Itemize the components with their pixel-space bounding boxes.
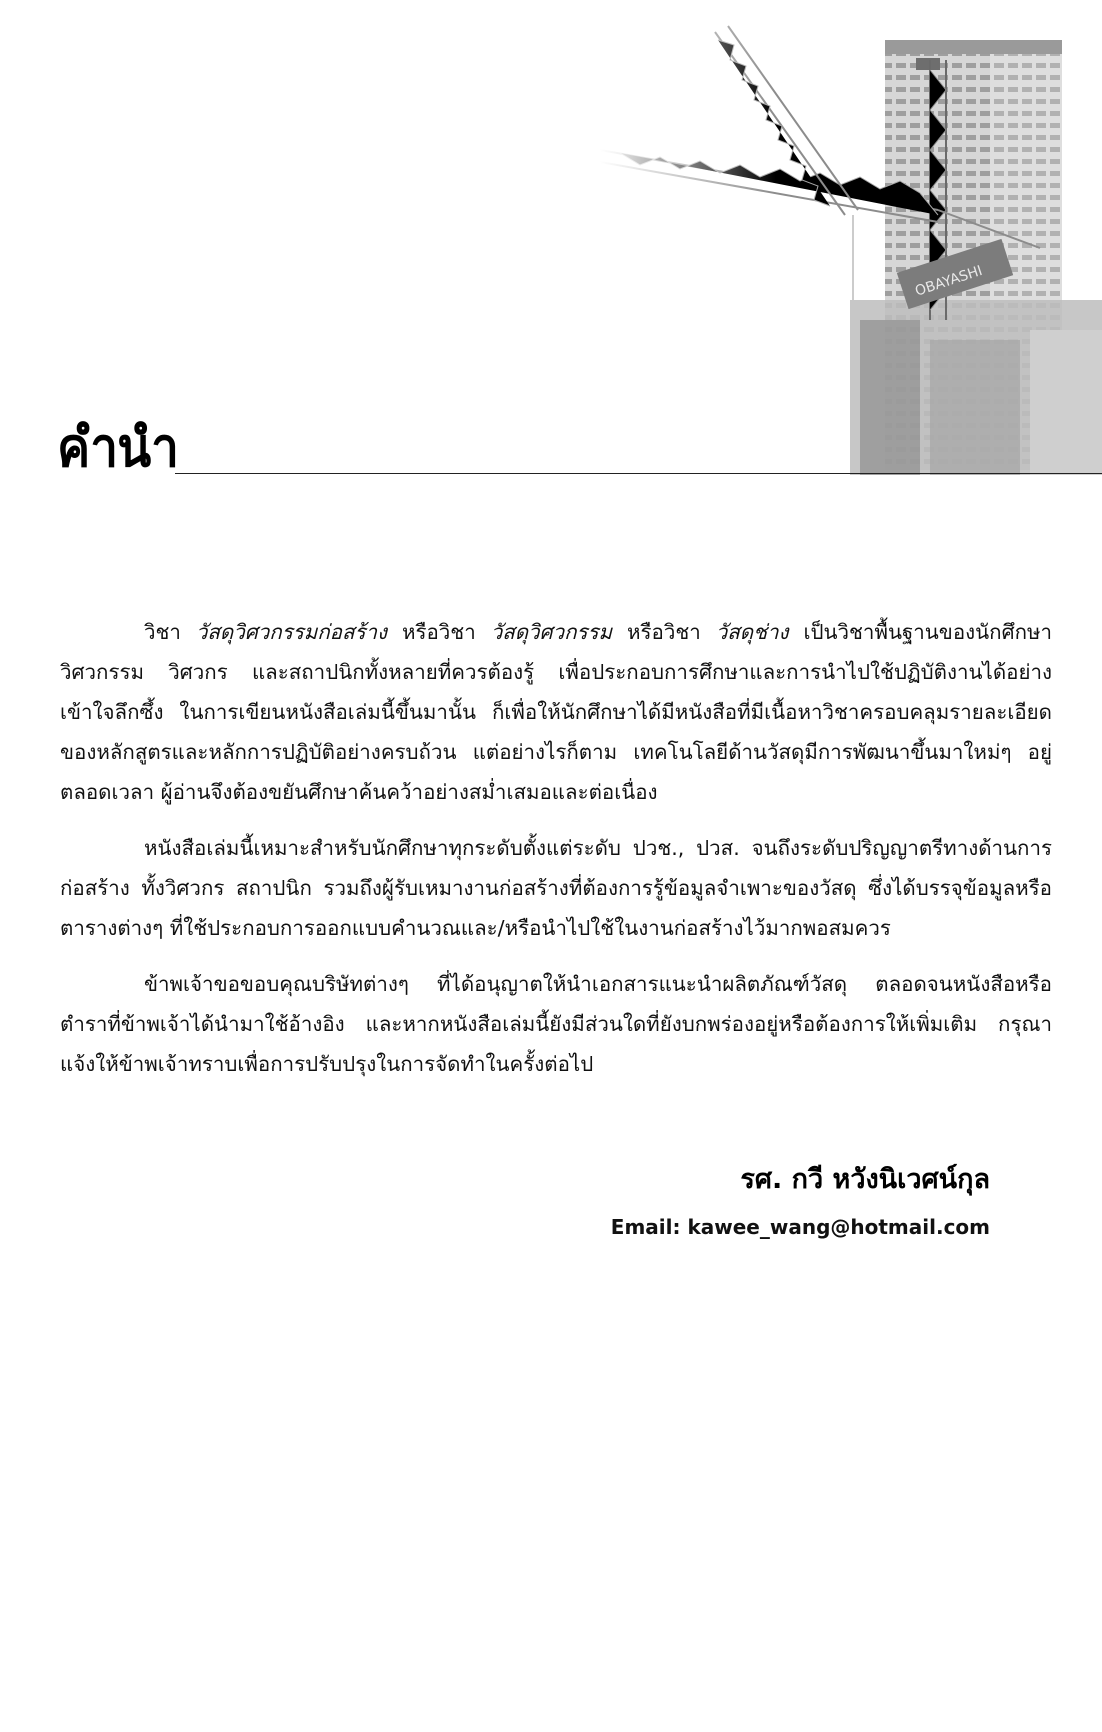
page-title: คำนำ: [57, 416, 179, 479]
construction-crane-illustration: [600, 0, 1102, 475]
p1-text-3: หรือวิชา: [612, 620, 716, 644]
p1-text-2: หรือวิชา: [387, 620, 491, 644]
author-name: รศ. กวี หวังนิเวศน์กุล: [740, 1164, 990, 1195]
author-signature: [611, 1160, 990, 1240]
paragraph-1: [60, 612, 1052, 812]
p1-italic-3: วัสดุช่าง: [715, 620, 789, 644]
p1-italic-2: วัสดุวิศวกรรม: [490, 620, 613, 644]
paragraph-3: ข้าพเจ้าขอขอบคุณบริษัทต่างๆ ที่ได้อนุญาตให้นำเอกสารแนะนำผลิตภัณฑ์วัสดุ ตลอดจนหนังสือหรือตำราที่ข้าพเจ้าได้นำมาใช้อ้างอิง และหากหนังสือเล่มนี้ยังมีส่วนใดที่ยังบกพร่องอยู่หรือต้องการให้เพิ่มเติม กรุณาแจ้งให้ข้าพเจ้าทราบเพื่อการปรับปรุงในการจัดทำในครั้งต่อไป: [60, 972, 1052, 1076]
p1-text-4: เป็นวิชาพื้นฐานของนักศึกษาวิศวกรรม วิศวกร และสถาปนิกทั้งหลายที่ควรต้องรู้ เพื่อประกอบการศึกษาและการนำไปใช้ปฏิบัติงานได้อย่างเข้าใจลึกซึ้ง ในการเขียนหนังสือเล่มนี้ขึ้นมานั้น ก็เพื่อให้นักศึกษาได้มีหนังสือที่มีเนื้อหาวิชาครอบคลุมรายละเอียดของหลักสูตรและหลักการปฏิบัติอย่างครบถ้วน แต่อย่างไรก็ตาม เทคโนโลยีด้านวัสดุมีการพัฒนาขึ้นมาใหม่ๆ อยู่ตลอดเวลา ผู้อ่านจึงต้องขยันศึกษาค้นคว้าอย่างสม่ำเสมอและต่อเนื่อง: [60, 620, 1053, 804]
paragraph-2: หนังสือเล่มนี้เหมาะสำหรับนักศึกษาทุกระดับตั้งแต่ระดับ ปวช., ปวส. จนถึงระดับปริญญาตรีทางด้านการก่อสร้าง ทั้งวิศวกร สถาปนิก รวมถึงผู้รับเหมางานก่อสร้างที่ต้องการรู้ข้อมูลจำเพาะของวัสดุ ซึ่งได้บรรจุข้อมูลหรือตารางต่างๆ ที่ใช้ประกอบการออกแบบคำนวณและ/หรือนำไปใช้ในงานก่อสร้างไว้มากพอสมควร: [60, 836, 1052, 940]
preface-body: [60, 612, 1052, 1100]
p1-italic-1: วัสดุวิศวกรรมก่อสร้าง: [195, 620, 387, 644]
p1-text-1: วิชา: [144, 620, 196, 644]
author-email: Email: kawee_wang@hotmail.com: [610, 1215, 990, 1239]
title-divider: [175, 473, 1102, 474]
